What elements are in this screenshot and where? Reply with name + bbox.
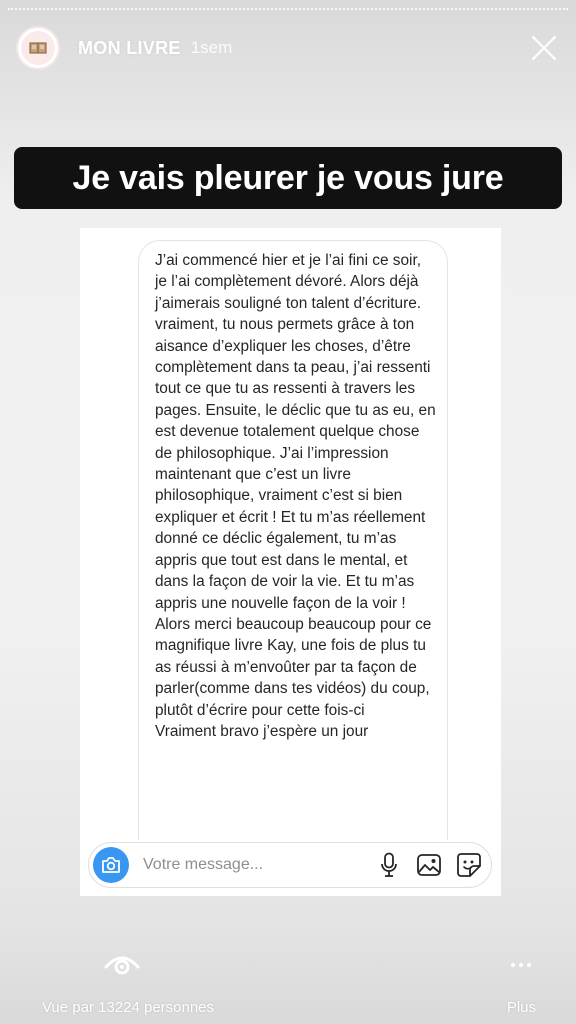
avatar[interactable]: [16, 26, 60, 70]
story-progress-bar: [8, 8, 568, 11]
more-icon: [511, 955, 531, 975]
message-text: J’ai commencé hier et je l’ai fini ce soir, je l’ai complètement dévoré. Alors déjà j’aimerais souligné ton talent d’écriture. vraiment, tu nous permets grâce à ton aisance d’expliquer les choses, d’être complètement dans ta peau, j’ai ressenti tout ce que tu as ressenti à travers les pages. Ensuite, le déclic que tu as eu, en est devenue totalement quelque chose de philosophique. J’ai l’impression maintenant que c’est un livre philosophique, vraiment c’est si bien expliquer et écrit ! Et tu m’as réellement donné ce déclic également, tu m’as appris que tout est dans le mental, et dans la façon de voir la vie. Et tu m’as appris une nouvelle façon de la voir ! Alors merci beaucoup beaucoup pour ce magnifique livre Kay, une fois de plus tu as réussi à m’envoûter par ta façon de parler(comme dans tes vidéos) du coup, plutôt d’écrire pour cette fois-ci Vraiment bravo j’espère un jour: [155, 252, 436, 740]
message-bubble: [138, 240, 448, 840]
viewers-section[interactable]: [28, 951, 228, 1016]
dm-screenshot: [80, 228, 501, 896]
camera-icon: [101, 856, 121, 874]
story-header: [16, 26, 564, 70]
post-time: 1sem: [190, 38, 233, 57]
more-button[interactable]: [507, 955, 536, 1016]
book-icon: [29, 41, 47, 55]
message-input[interactable]: [143, 856, 363, 874]
sticker-icon: [456, 852, 482, 878]
story-caption: Je vais pleurer je vous jure: [14, 147, 562, 209]
more-label: Plus: [506, 999, 536, 1016]
close-icon: [531, 35, 557, 61]
username[interactable]: MON LIVRE: [78, 37, 181, 58]
sticker-button[interactable]: [455, 851, 483, 879]
camera-button[interactable]: [93, 847, 129, 883]
viewers-count: Vue par 13224 personnes: [41, 999, 215, 1016]
gallery-icon: [416, 853, 442, 877]
gallery-button[interactable]: [415, 851, 443, 879]
microphone-button[interactable]: [375, 851, 403, 879]
close-button[interactable]: [524, 28, 564, 68]
microphone-icon: [380, 852, 398, 878]
message-composer: [88, 842, 492, 888]
eye-icon: [102, 951, 142, 979]
